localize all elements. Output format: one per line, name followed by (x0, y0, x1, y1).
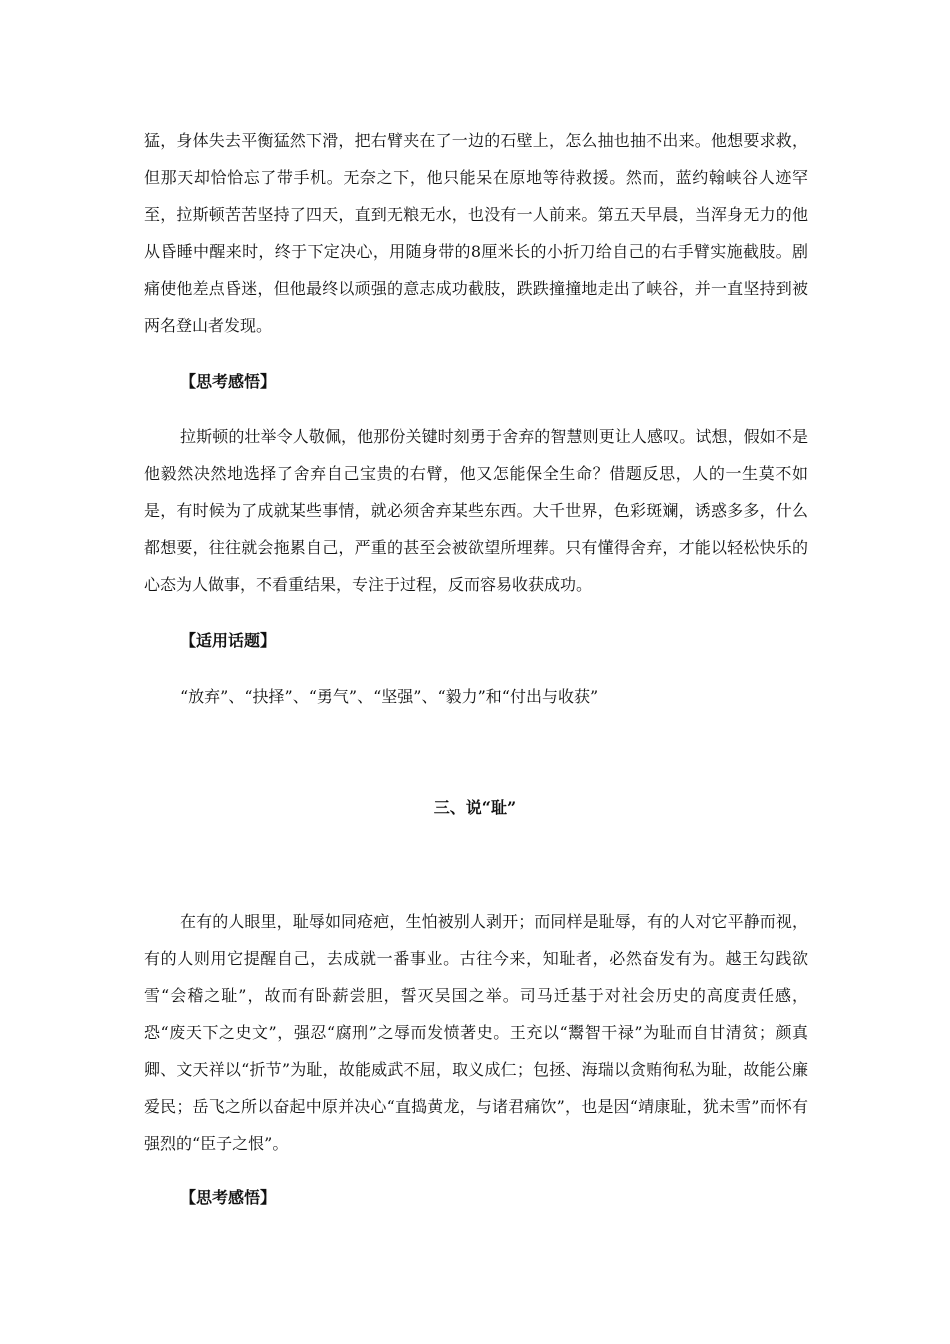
topics-heading: 【适用话题】 (180, 631, 277, 650)
story-continuation-paragraph: 猛，身体失去平衡猛然下滑，把右臂夹在了一边的石壁上，怎么抽也抽不出来。他想要求救，但那天却恰恰忘了带手机。无奈之下，他只能呆在原地等待救援。然而，蓝约翰峡谷人迹罕至，拉斯顿苦苦坚持了四天，直到无粮无水，也没有一人前来。第五天早晨，当浑身无力的他从昏睡中醒来时，终于下定决心，用随身带的8厘米长的小折刀给自己的右手臂实施截肢。剧痛使他差点昏迷，但他最终以顽强的意志成功截肢，跌跌撞撞地走出了峡谷，并一直坚持到被两名登山者发现。 (144, 131, 808, 335)
reflection-paragraph: 拉斯顿的壮举令人敬佩，他那份关键时刻勇于舍弃的智慧则更让人感叹。试想，假如不是他毅然决然地选择了舍弃自己宝贵的右臂，他又怎能保全生命？借题反思，人的一生莫不如是，有时候为了成就某些事情，就必须舍弃某些东西。大千世界，色彩斑斓，诱惑多多，什么都想要，往往就会拖累自己，严重的甚至会被欲望所埋葬。只有懂得舍弃，才能以轻松快乐的心态为人做事，不看重结果，专注于过程，反而容易收获成功。 (144, 427, 808, 594)
reflection-heading-2: 【思考感悟】 (180, 1188, 277, 1207)
section-paragraph: 在有的人眼里，耻辱如同疮疤，生怕被别人剥开；而同样是耻辱，有的人对它平静而视，有的人则用它提醒自己，去成就一番事业。古往今来，知耻者，必然奋发有为。越王勾践欲雪“会稽之耻”，故而有卧薪尝胆，誓灭吴国之举。司马迁基于对社会历史的高度责任感，恐“废天下之史文”，强忍“腐刑”之辱而发愤著史。王充以“鬻智干禄”为耻而自甘清贫；颜真卿、文天祥以“折节”为耻，故能威武不屈，取义成仁；包拯、海瑞以贪贿徇私为耻，故能公廉爱民；岳飞之所以奋起中原并决心“直捣黄龙，与诸君痛饮”，也是因“靖康耻，犹未雪”而怀有强烈的“臣子之恨”。 (144, 912, 808, 1153)
topics-list: “放弃”、“抉择”、“勇气”、“坚强”、“毅力”和“付出与收获” (180, 687, 599, 706)
reflection-heading: 【思考感悟】 (180, 372, 277, 391)
section-title: 三、说“耻” (433, 798, 517, 817)
